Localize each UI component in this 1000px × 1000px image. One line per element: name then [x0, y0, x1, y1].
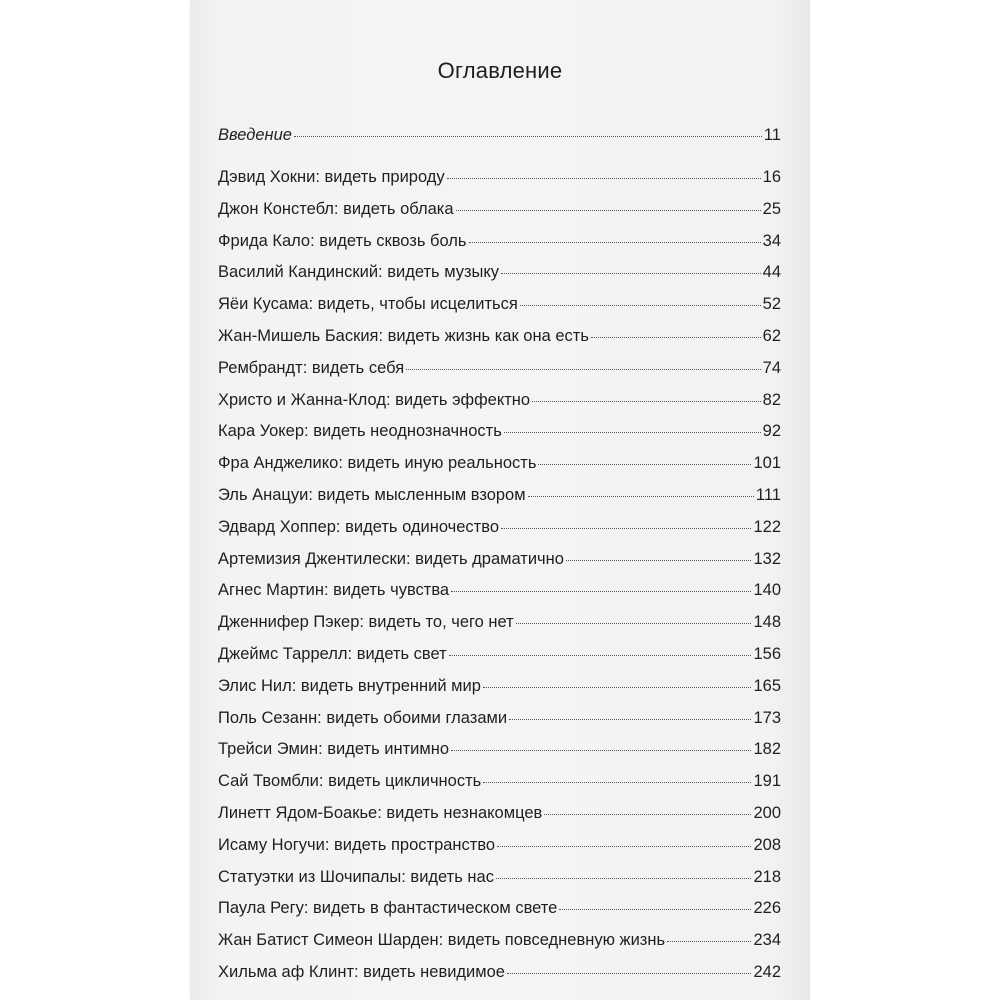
- toc-entry: [218, 709, 781, 741]
- dot-leader: [469, 242, 761, 243]
- toc-entry-page-number: 165: [753, 676, 781, 695]
- toc-entry-title: Сай Твомбли: видеть цикличность: [218, 772, 482, 791]
- toc-entry-page-number: 11: [763, 126, 781, 144]
- toc-entry-page-number: 226: [753, 899, 781, 918]
- toc-entry: [218, 899, 781, 931]
- toc-entry-page-number: 16: [762, 168, 781, 186]
- toc-entry: [218, 295, 781, 327]
- toc-entry: [218, 359, 781, 391]
- toc-entry-title: Джон Констебл: видеть облака: [218, 199, 454, 218]
- toc-entry-title: Агнес Мартин: видеть чувства: [218, 581, 450, 600]
- toc-entry-title: Артемизия Джентилески: видеть драматично: [218, 549, 564, 568]
- toc-entry-title: Кара Уокер: видеть неоднозначность: [218, 422, 502, 441]
- dot-leader: [497, 846, 751, 847]
- dot-leader: [451, 750, 751, 751]
- toc-entry-page-number: 101: [753, 454, 781, 473]
- toc-entry: [218, 422, 781, 454]
- toc-entry-page-number: 62: [762, 326, 781, 345]
- toc-entry-title: Рембрандт: видеть себя: [218, 358, 405, 377]
- toc-entry: [218, 645, 781, 677]
- dot-leader: [532, 401, 761, 402]
- toc-entry: [218, 168, 781, 200]
- toc-entry-page-number: 52: [762, 295, 781, 314]
- dot-leader: [483, 782, 751, 783]
- toc-entry-title: Василий Кандинский: видеть музыку: [218, 263, 500, 282]
- toc-entry: [218, 550, 781, 582]
- toc-entry-page-number: 34: [762, 231, 781, 250]
- dot-leader: [520, 305, 761, 306]
- toc-entry: [218, 613, 781, 645]
- dot-leader: [538, 464, 751, 465]
- toc-entry-title: Эль Анацуи: видеть мысленным взором: [218, 485, 526, 504]
- book-page: [190, 0, 810, 1000]
- dot-leader: [559, 909, 751, 910]
- toc-entry-title: Жан-Мишель Баския: видеть жизнь как она есть: [218, 326, 589, 345]
- toc-entry-page-number: 191: [753, 772, 781, 791]
- toc-entry-title: Исаму Ногучи: видеть пространство: [218, 835, 496, 854]
- dot-leader: [294, 136, 762, 137]
- toc-entry: [218, 581, 781, 613]
- toc-entry: [218, 836, 781, 868]
- table-of-contents: [218, 126, 781, 995]
- toc-entry-title: Поль Сезанн: видеть обоими глазами: [218, 708, 508, 727]
- page-title: Оглавление: [437, 58, 563, 83]
- dot-leader: [516, 623, 752, 624]
- toc-entry: [218, 740, 781, 772]
- dot-leader: [566, 560, 752, 561]
- toc-entry: [218, 391, 781, 423]
- toc-entry-page-number: 140: [753, 581, 781, 600]
- toc-entry-page-number: 74: [762, 358, 781, 377]
- toc-entry-title: Христо и Жанна-Клод: видеть эффектно: [218, 390, 531, 409]
- toc-entry-title: Фра Анджелико: видеть иную реальность: [218, 454, 537, 473]
- dot-leader: [501, 273, 761, 274]
- toc-entry: [218, 232, 781, 264]
- toc-entry-page-number: 44: [762, 263, 781, 282]
- toc-entry: [218, 263, 781, 295]
- toc-entry-page-number: 218: [753, 867, 781, 886]
- toc-entry: [218, 200, 781, 232]
- toc-entry-page-number: 25: [762, 199, 781, 218]
- toc-entry-title: Эдвард Хоппер: видеть одиночество: [218, 517, 499, 536]
- toc-entry: [218, 518, 781, 550]
- dot-leader: [456, 210, 761, 211]
- toc-entry-title: Введение: [218, 126, 292, 144]
- dot-leader: [483, 687, 752, 688]
- toc-entry: [218, 454, 781, 486]
- toc-entry-intro: [218, 126, 781, 168]
- dot-leader: [406, 369, 761, 370]
- toc-entry-page-number: 122: [753, 517, 781, 536]
- toc-entry-title: Статуэтки из Шочипалы: видеть нас: [218, 867, 494, 886]
- toc-entry-title: Паула Регу: видеть в фантастическом свете: [218, 899, 558, 918]
- toc-entry: [218, 804, 781, 836]
- toc-entry-page-number: 200: [753, 803, 781, 822]
- toc-entry: [218, 772, 781, 804]
- toc-entry-title: Дэвид Хокни: видеть природу: [218, 168, 445, 186]
- toc-entry-title: Элис Нил: видеть внутренний мир: [218, 676, 481, 695]
- toc-entry-page-number: 173: [753, 708, 781, 727]
- toc-entry-title: Яёи Кусама: видеть, чтобы исцелиться: [218, 295, 518, 314]
- toc-entry-title: Трейси Эмин: видеть интимно: [218, 740, 449, 759]
- toc-entry-title: Жан Батист Симеон Шарден: видеть повседневную жизнь: [218, 931, 666, 950]
- dot-leader: [451, 591, 751, 592]
- dot-leader: [667, 941, 751, 942]
- toc-entry-page-number: 92: [762, 422, 781, 441]
- toc-entry: [218, 868, 781, 900]
- toc-entry: [218, 677, 781, 709]
- dot-leader: [449, 655, 752, 656]
- toc-entry-page-number: 132: [753, 549, 781, 568]
- toc-entry: [218, 327, 781, 359]
- dot-leader: [496, 878, 752, 879]
- toc-entry-page-number: 242: [753, 962, 781, 981]
- dot-leader: [447, 178, 761, 179]
- toc-entry-page-number: 156: [753, 644, 781, 663]
- dot-leader: [507, 973, 751, 974]
- dot-leader: [544, 814, 751, 815]
- toc-entry-page-number: 82: [762, 390, 781, 409]
- toc-entry-title: Хильма аф Клинт: видеть невидимое: [218, 962, 505, 981]
- toc-entry-page-number: 208: [753, 835, 781, 854]
- toc-entry-page-number: 234: [753, 931, 781, 950]
- toc-entry: [218, 963, 781, 995]
- dot-leader: [591, 337, 761, 338]
- toc-entry-title: Фрида Кало: видеть сквозь боль: [218, 231, 467, 250]
- toc-entry: [218, 486, 781, 518]
- toc-entry-title: Джеймс Таррелл: видеть свет: [218, 644, 447, 663]
- dot-leader: [504, 432, 761, 433]
- toc-entry-title: Линетт Ядом-Боакье: видеть незнакомцев: [218, 803, 543, 822]
- toc-entry-page-number: 148: [753, 613, 781, 632]
- toc-entry: [218, 931, 781, 963]
- dot-leader: [528, 496, 754, 497]
- toc-entry-page-number: 182: [753, 740, 781, 759]
- toc-entry-page-number: 111: [755, 485, 781, 504]
- dot-leader: [501, 528, 751, 529]
- toc-entry-title: Дженнифер Пэкер: видеть то, чего нет: [218, 613, 514, 632]
- dot-leader: [509, 719, 751, 720]
